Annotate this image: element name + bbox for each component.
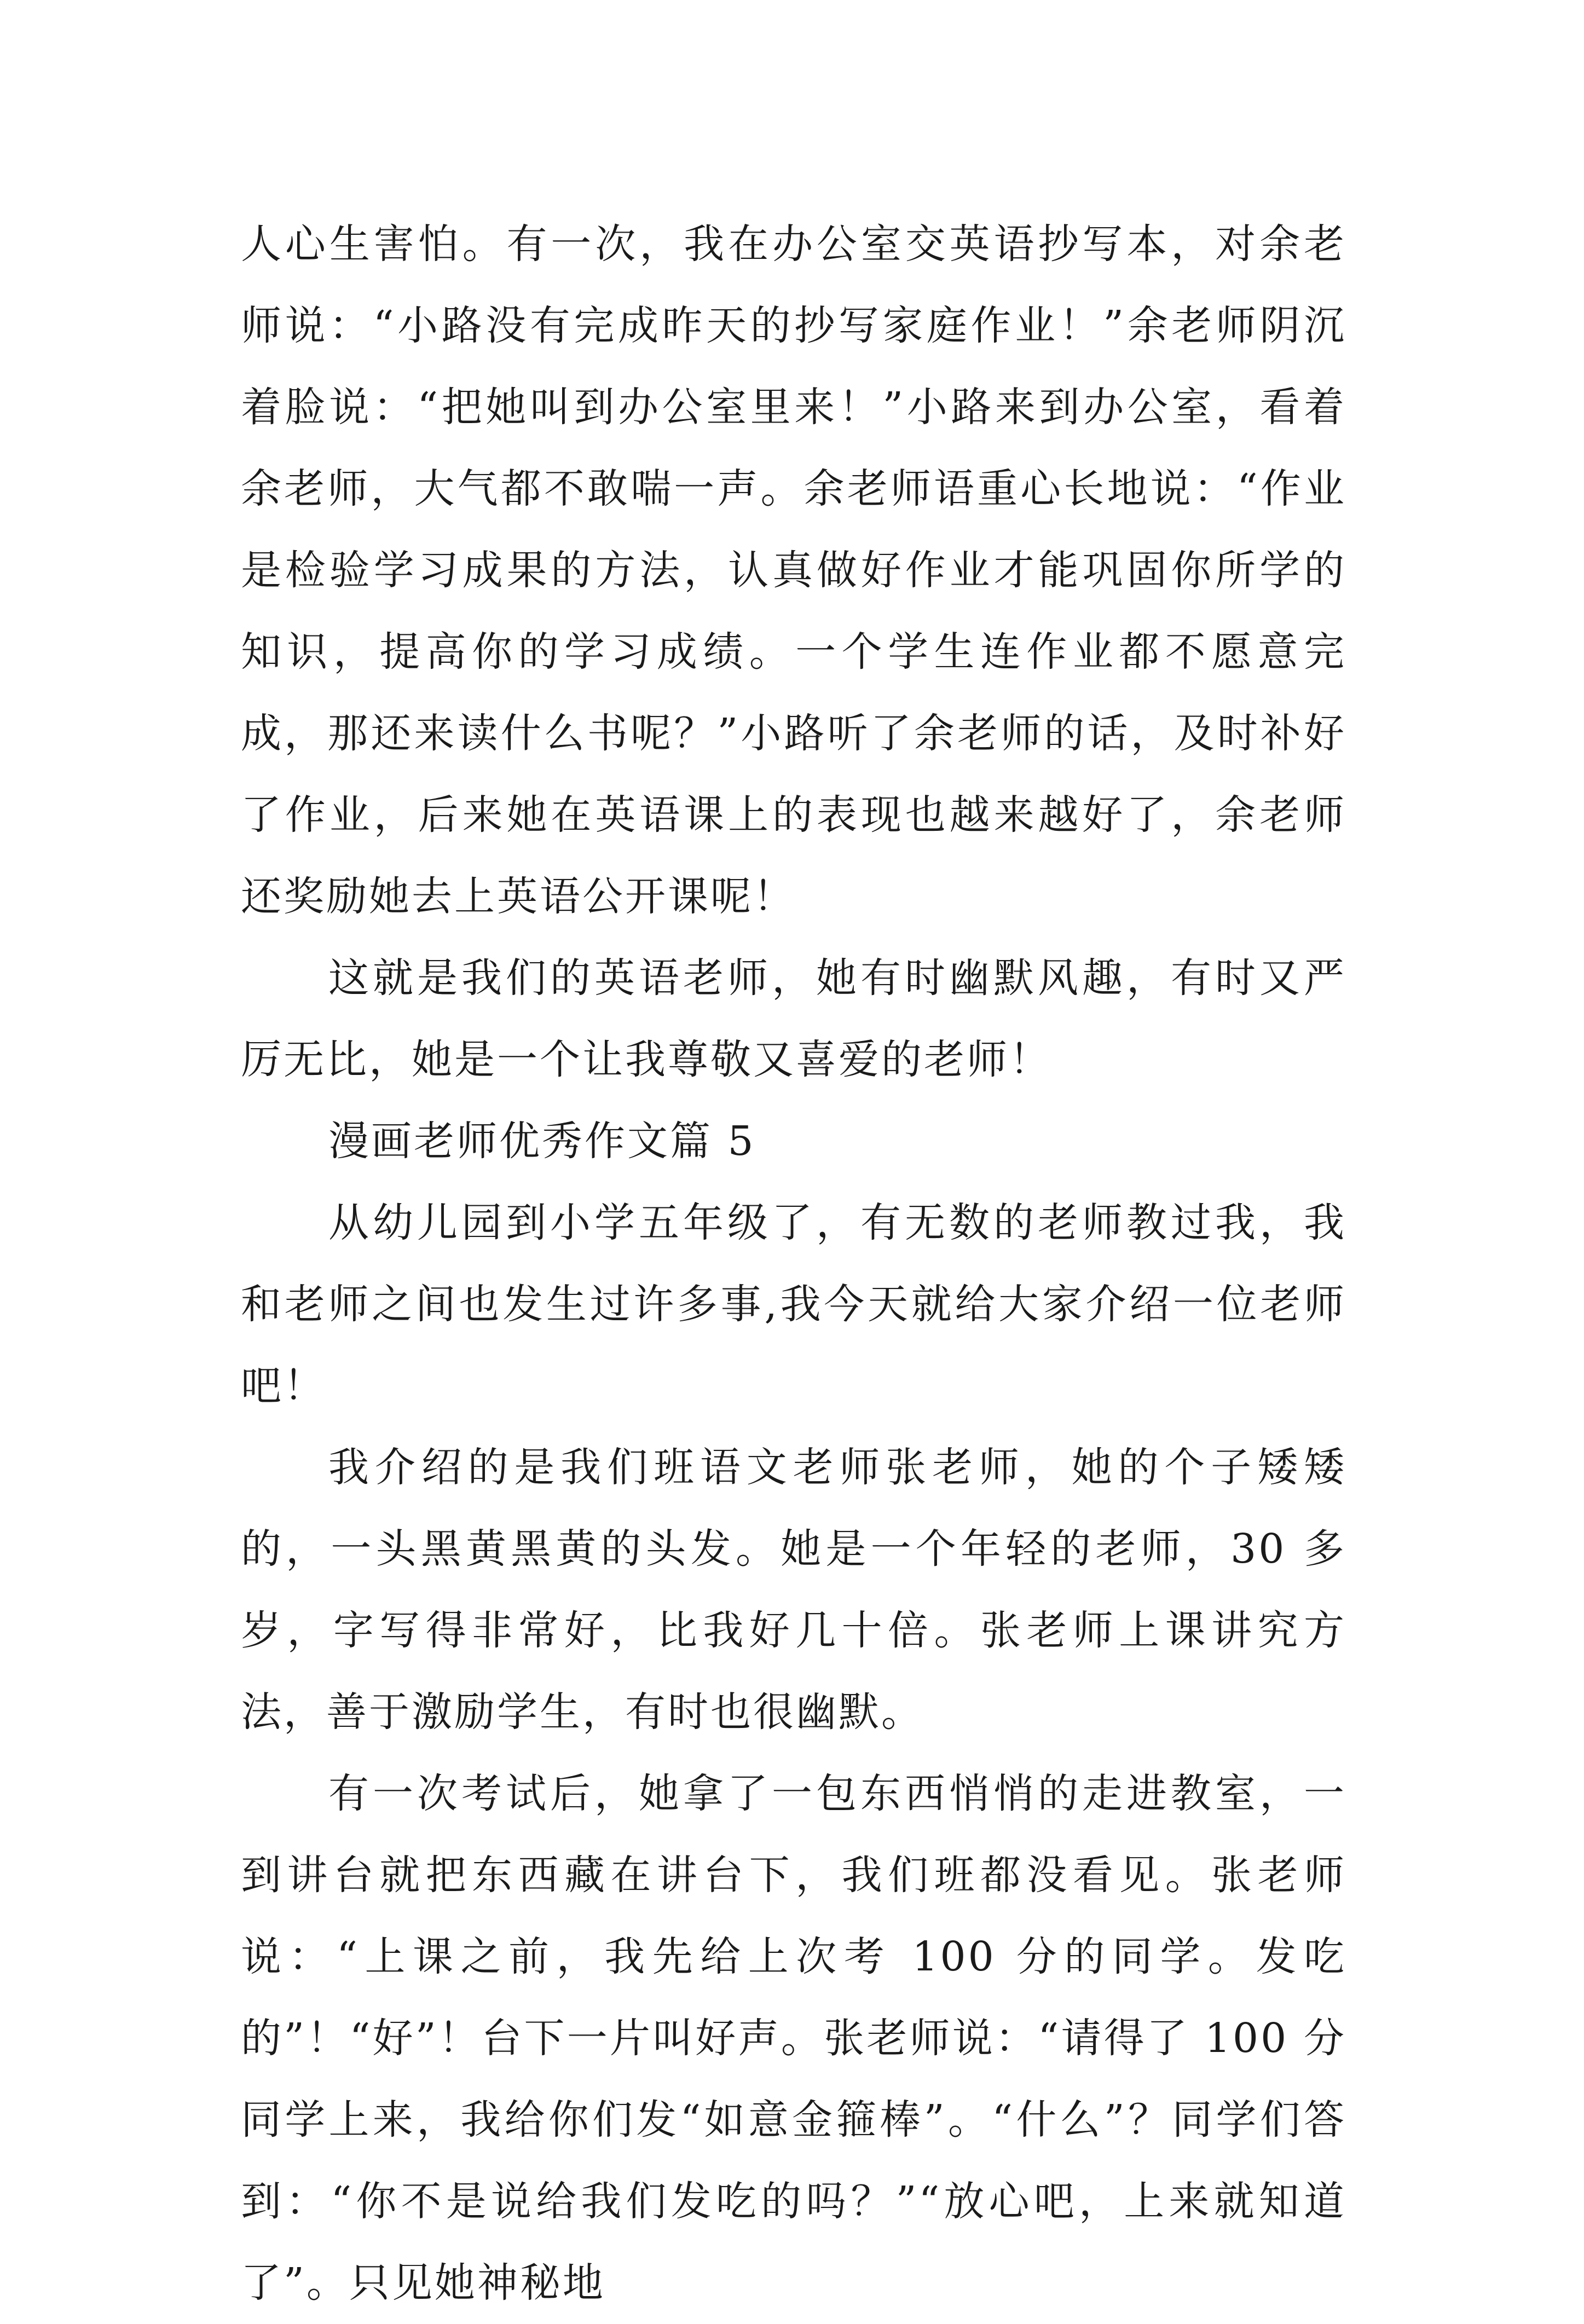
- paragraph-1: 人心生害怕。有一次，我在办公室交英语抄写本，对余老师说：“小路没有完成昨天的抄写家庭作业！”余老师阴沉着脸说：“把她叫到办公室里来！”小路来到办公室，看着余老师，大气都不敢喘一声。余老师语重心长地说：“作业是检验学习成果的方法，认真做好作业才能巩固你所学的知识，提高你的学习成绩。一个学生连作业都不愿意完成，那还来读什么书呢？”小路听了余老师的话，及时补好了作业，后来她在英语课上的表现也越来越好了，余老师还奖励她去上英语公开课呢！: [241, 221, 1346, 920]
- document-body: [241, 204, 1346, 2324]
- paragraph-4: 我介绍的是我们班语文老师张老师，她的个子矮矮的，一头黑黄黑黄的头发。她是一个年轻的老师，30 多岁，字写得非常好，比我好几十倍。张老师上课讲究方法，善于激励学生，有时也很幽默。: [241, 1444, 1346, 1736]
- section-heading: 漫画老师优秀作文篇 5: [328, 1118, 756, 1165]
- paragraph-5: 有一次考试后，她拿了一包东西悄悄的走进教室，一到讲台就把东西藏在讲台下，我们班都没看见。张老师说：“上课之前，我先给上次考 100 分的同学。发吃的”！“好”！台下一片叫好声。张老师说：“请得了 100 分同学上来，我给你们发“如意金箍棒”。“什么”？同学们答到：“你不是说给我们发吃的吗？”“放心吧，上来就知道了”。只见她神秘地: [241, 1770, 1346, 2306]
- paragraph-3: 从幼儿园到小学五年级了，有无数的老师教过我，我和老师之间也发生过许多事,我今天就给大家介绍一位老师吧！: [241, 1199, 1346, 1409]
- paragraph-2: 这就是我们的英语老师，她有时幽默风趣，有时又严厉无比，她是一个让我尊敬又喜爱的老师！: [241, 955, 1346, 1083]
